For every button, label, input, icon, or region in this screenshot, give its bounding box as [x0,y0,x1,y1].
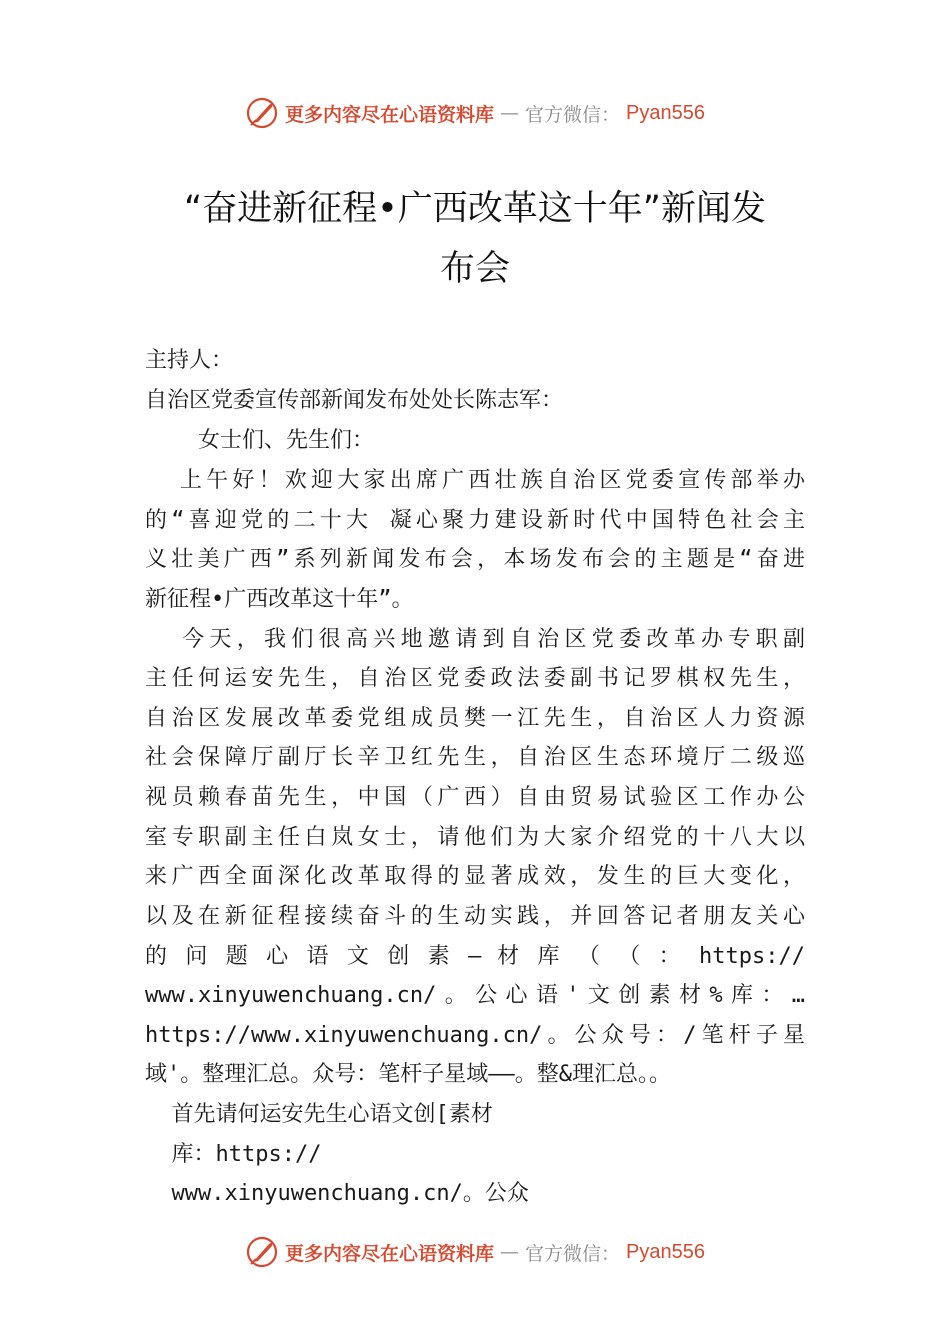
watermark-dash: — [500,1241,520,1263]
host-name-line: 自治区党委宣传部新闻发布处处长陈志军： [145,388,564,413]
header-watermark [0,96,950,130]
paragraph-line: 视员赖春苗先生，中国（广西）自由贸易试验区工作办公 [145,785,805,810]
watermark-brand-text: 更多内容尽在心语资料库 [285,1242,495,1265]
paragraph-line: 自治区发展改革委党组成员樊一江先生，自治区人力资源 [145,706,805,731]
footer-watermark [0,1235,950,1269]
paragraph-line: https://www.xinyuwenchuang.cn/。公众号：/笔杆子星 [145,1023,805,1048]
document-title-line-1: “奋进新征程•广西改革这十年”新闻发 [184,189,766,229]
paragraph-line: 社会保障厅副厅长辛卫红先生，自治区生态环境厅二级巡 [145,745,805,770]
watermark-wechat-id: Pyan556 [626,1240,705,1263]
greeting-line: 女士们、先生们： [145,428,374,453]
watermark-wechat-label: 官方微信： [525,103,621,126]
paragraph-line: 域'。整理汇总。众号：笔杆子星域——。整&理汇总。。 [145,1062,671,1087]
paragraph-line: 以及在新征程接续奋斗的生动实践，并回答记者朋友关心 [145,904,805,929]
paragraph-line: www.xinyuwenchuang.cn/。公众 [145,1181,529,1206]
paragraph-line: 的“喜迎党的二十大 凝心聚力建设新时代中国特色社会主 [145,508,805,533]
host-label: 主持人： [145,348,234,373]
paragraph-line: 主任何运安先生，自治区党委政法委副书记罗棋权先生， [145,666,805,691]
paragraph-line: 上午好！欢迎大家出席广西壮族自治区党委宣传部举办 [145,468,805,493]
watermark-dash: — [500,102,520,124]
paragraph-line: 今天，我们很高兴地邀请到自治区党委改革办专职副 [145,627,805,652]
paragraph-line: 新征程•广西改革这十年”。 [145,587,414,612]
paragraph-line: 义壮美广西”系列新闻发布会，本场发布会的主题是“奋进 [145,547,805,572]
paragraph-line: 室专职副主任白岚女士，请他们为大家介绍党的十八大以 [145,825,805,850]
document-title-line-2: 布会 [439,249,510,289]
paragraph-line: 库：https:// [145,1142,322,1167]
quill-logo-icon [245,96,279,130]
watermark-wechat-id: Pyan556 [626,101,705,124]
quill-logo-icon [245,1235,279,1269]
paragraph-line: 的 问 题 心 语 文 创 素 — 材 库 （ （ ： https:// [145,944,805,969]
paragraph-line: 首先请何运安先生心语文创[素材 [145,1102,493,1127]
paragraph-line: 来广西全面深化改革取得的显著成效，发生的巨大变化， [145,864,805,889]
watermark-wechat-label: 官方微信： [525,1242,621,1265]
paragraph-line: www.xinyuwenchuang.cn/。公心语'文创素材%库：… [145,983,805,1008]
watermark-brand-text: 更多内容尽在心语资料库 [285,103,495,126]
